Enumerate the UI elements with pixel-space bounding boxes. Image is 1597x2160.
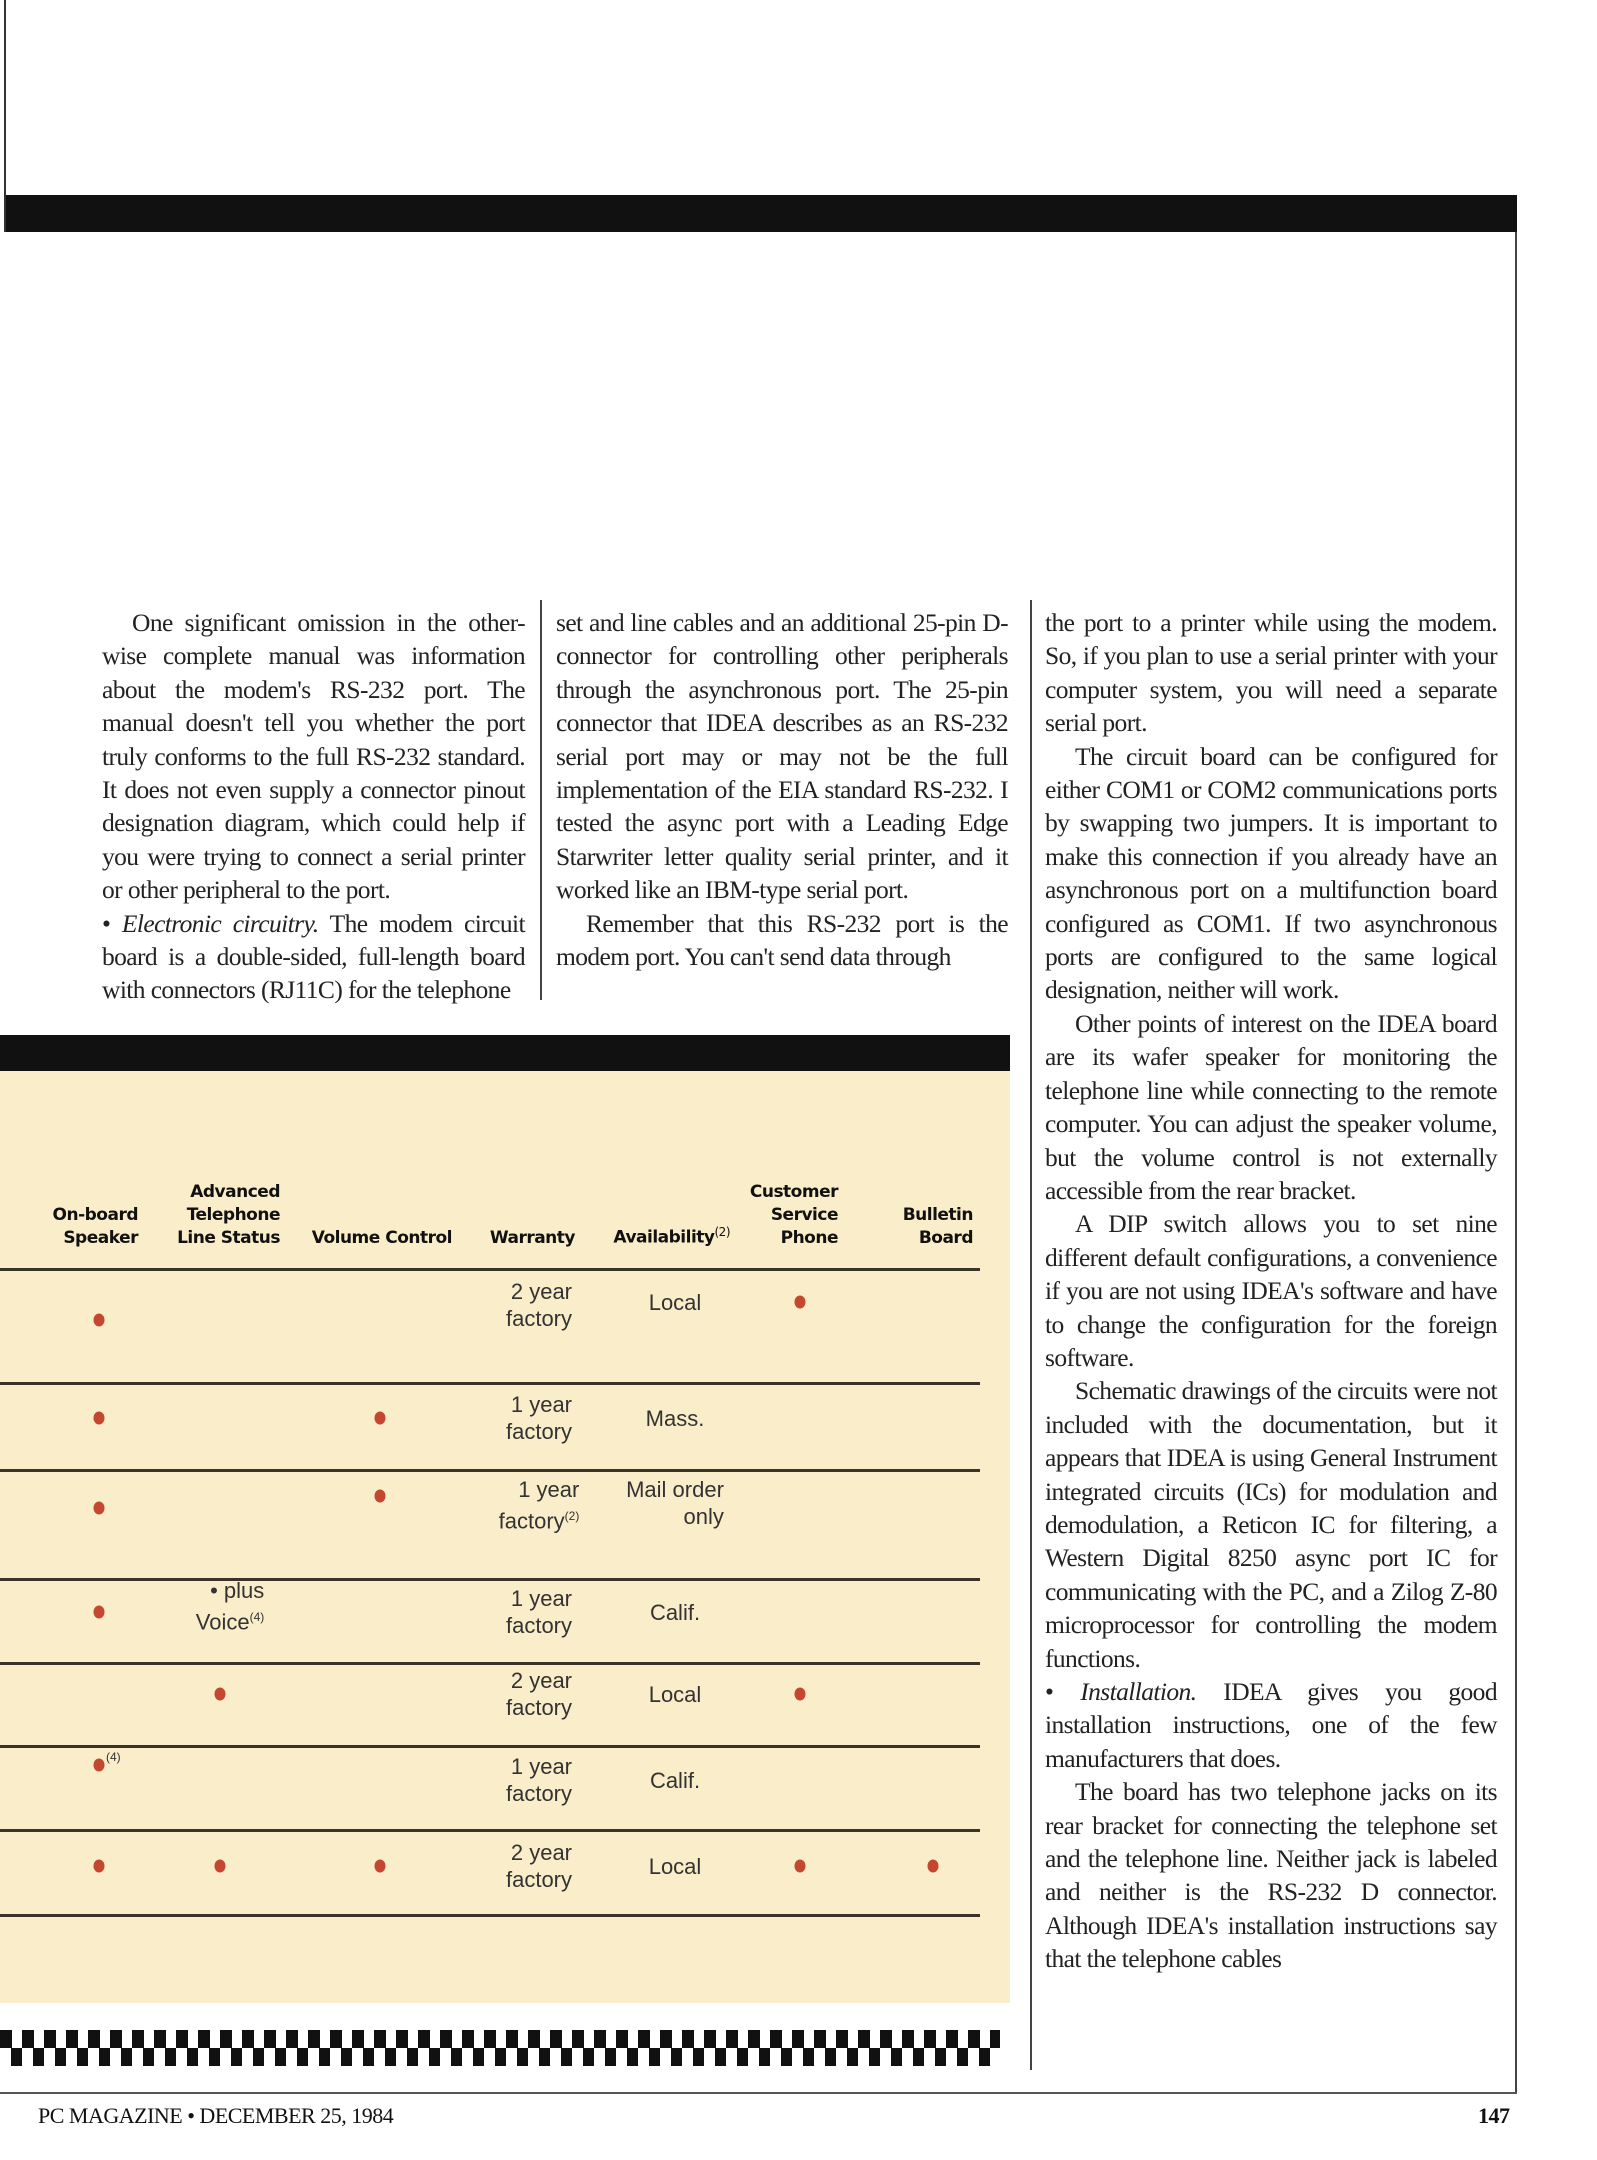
feature-dot xyxy=(375,1860,386,1873)
paragraph xyxy=(102,907,525,1007)
warranty-text: 1 year factory$^{(2)}$ xyxy=(498,1477,580,1534)
paragraph-text: IDEA gives you good installation instructions, one of the few manufacturers that does. xyxy=(1045,1677,1497,1773)
article-column-3 xyxy=(1045,606,1497,1976)
feature-dot xyxy=(375,1412,386,1425)
box-rule xyxy=(1515,232,1517,2092)
availability-text: Local xyxy=(648,1853,702,1879)
feature-dot xyxy=(215,1860,226,1873)
paragraph: Schematic drawings of the circuits were not included with the documentation, but it appears that IDEA is using General Instrument integrated circuits (ICs) for modulation and demodulation, a Reticon IC for filtering, a Western Digital 8250 async port IC for communicating with the PC, and a Zilog Z-80 microprocessor for controlling the modem functions. xyxy=(1045,1376,1497,1673)
warranty-text: 2 year factory xyxy=(505,1840,573,1892)
checkerboard-border xyxy=(0,2030,1000,2066)
feature-dot xyxy=(795,1296,806,1309)
article-column-2 xyxy=(556,606,1008,973)
availability-text: Mail order only xyxy=(626,1477,724,1529)
feature-dot xyxy=(215,1688,226,1701)
row-divider xyxy=(0,1268,980,1271)
availability-text: Mass. xyxy=(645,1405,705,1431)
availability-text: Calif. xyxy=(649,1767,701,1793)
column-rule xyxy=(1030,600,1032,2070)
column-header: Volume Control xyxy=(311,1228,452,1248)
column-header: Bulletin Board xyxy=(902,1205,973,1248)
bullet: • xyxy=(1045,1677,1081,1706)
row-divider xyxy=(0,1469,980,1472)
paragraph: Remember that this RS-232 port is the modem port. You can't send data through xyxy=(556,908,1008,972)
column-rule xyxy=(540,600,542,1000)
feature-dot xyxy=(94,1759,105,1772)
article-column-1 xyxy=(102,606,525,1007)
column-header: Warranty xyxy=(489,1228,575,1248)
feature-dot xyxy=(928,1860,939,1873)
section-heading: Installation. xyxy=(1080,1677,1197,1706)
feature-dot xyxy=(94,1412,105,1425)
column-header: On-board Speaker xyxy=(52,1205,138,1248)
paragraph: The board has two telephone jacks on its rear bracket for connecting the telephone set and the telephone line. Neither jack is labeled and neither is the RS-232 D connector. Although IDEA's installation instructions say that the telephone cables xyxy=(1045,1777,1497,1974)
paragraph: The circuit board can be configured for either COM1 or COM2 communications ports by swapping two jumpers. It is important to make this connection if you already have an asynchronous port on a multifunction board configured as COM1. If two asynchronous ports are configured to the same logical designation, neither will work. xyxy=(1045,741,1497,1005)
warranty-text: 1 year factory xyxy=(505,1392,573,1444)
availability-text: Local xyxy=(648,1289,702,1315)
bottom-rule xyxy=(0,2092,1517,2094)
warranty-text: 1 year factory xyxy=(505,1586,573,1638)
paragraph: Other points of interest on the IDEA board are its wafer speaker for monitoring the telephone line while connecting to the remote computer. You can adjust the speaker volume, but the volume control is not externally accessible from the rear bracket. xyxy=(1045,1008,1497,1205)
page-number: 147 xyxy=(1478,2103,1510,2128)
paragraph: the port to a printer while using the modem. So, if you plan to use a serial printer with your computer system, you will need a separate serial port. xyxy=(1045,608,1497,738)
feature-dot xyxy=(795,1860,806,1873)
warranty-text: 2 year factory xyxy=(505,1279,573,1331)
row-divider xyxy=(0,1578,980,1581)
feature-dot xyxy=(375,1490,386,1503)
line-status-text: • plus Voice$^{(4)}$ xyxy=(195,1578,265,1635)
availability-text: Calif. xyxy=(649,1599,701,1625)
feature-dot xyxy=(94,1860,105,1873)
warranty-text: 1 year factory xyxy=(505,1754,573,1806)
feature-dot xyxy=(94,1502,105,1515)
comparison-table xyxy=(0,1071,1010,2003)
row-divider xyxy=(0,1382,980,1385)
footnote-marker: (4) xyxy=(106,1750,121,1764)
paragraph: set and line cables and an additional 25-pin D-connector for controlling other peripherals through the asynchronous port. The 25-pin connector that IDEA describes as an RS-232 serial port may or may not be the full implementation of the EIA standard RS-232. I tested the async port with a Leading Edge Starwriter letter quality serial printer, and it worked like an IBM-type serial port. xyxy=(556,608,1008,905)
section-heading: Electronic circuitry. xyxy=(121,908,319,938)
warranty-text: 2 year factory xyxy=(505,1668,573,1720)
footer-publication: PC MAGAZINE • DECEMBER 25, 1984 xyxy=(38,2103,394,2128)
bullet: • xyxy=(102,908,122,938)
feature-dot xyxy=(94,1314,105,1327)
paragraph xyxy=(1045,1675,1497,1775)
row-divider xyxy=(0,1914,980,1917)
row-divider xyxy=(0,1662,980,1665)
row-divider xyxy=(0,1829,980,1832)
paragraph-text: The modem circuit board is a double-sided, full-length board with connectors (RJ11C) for the telephone xyxy=(102,908,525,1005)
row-divider xyxy=(0,1745,980,1748)
column-header: Advanced Telephone Line Status xyxy=(177,1182,280,1248)
feature-dot xyxy=(94,1606,105,1619)
column-header: Customer Service Phone xyxy=(749,1182,838,1248)
paragraph: A DIP switch allows you to set nine different default configurations, a convenience if you are not using IDEA's software and have to change the configuration for the foreign software. xyxy=(1045,1209,1497,1372)
feature-dot xyxy=(795,1688,806,1701)
paragraph: One significant omission in the other-wise complete manual was information about the modem's RS-232 port. The manual doesn't tell you whether the port truly conforms to the full RS-232 standard. It does not even supply a connector pinout designation diagram, which could help if you were trying to connect a serial printer or other peripheral to the port. xyxy=(102,608,525,905)
top-black-bar xyxy=(6,195,1517,232)
column-header: Availability$^{(2)}$ xyxy=(613,1225,730,1248)
availability-text: Local xyxy=(648,1681,702,1707)
table-header-bar xyxy=(0,1035,1010,1071)
